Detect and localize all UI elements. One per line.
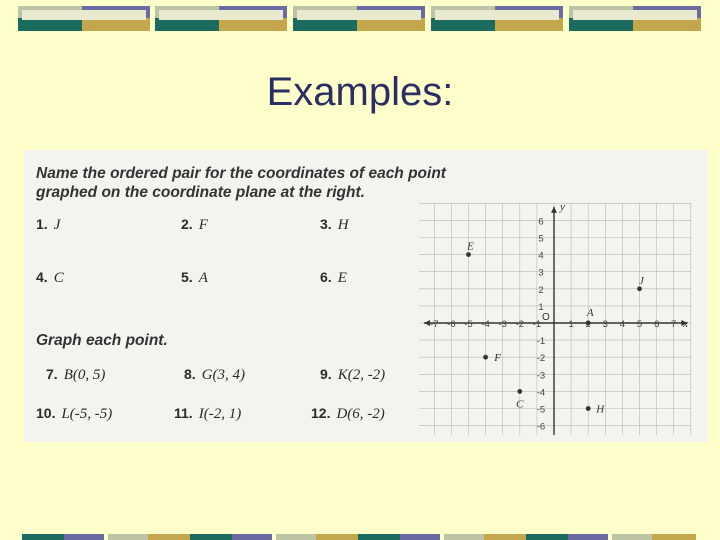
x-tick-label: 7: [671, 319, 677, 330]
exercise-text: F: [198, 217, 208, 233]
exercise-number: 5.: [181, 269, 193, 285]
footer-bar-segment: [64, 534, 104, 540]
footer-bar-segment: [22, 534, 64, 540]
x-tick-label: 3: [602, 319, 608, 330]
footer-bar-segment: [612, 534, 652, 540]
exercise-number: 3.: [320, 216, 332, 232]
footer-bar-segment: [400, 534, 440, 540]
point-f: [483, 355, 488, 360]
point-label-c: C: [516, 398, 524, 411]
x-tick-label: -4: [481, 319, 490, 330]
exercise-number: 4.: [36, 269, 48, 285]
footer-bar-segment: [190, 534, 232, 540]
exercise-10: [36, 405, 112, 423]
x-tick-label: 6: [653, 319, 660, 330]
exercise-text: D(6, -2): [336, 406, 385, 422]
footer-bar-segment: [316, 534, 358, 540]
exercise-6: [320, 269, 347, 287]
exercise-number: 6.: [320, 269, 332, 285]
x-tick-label: -5: [464, 319, 473, 330]
y-tick-label: 1: [538, 301, 544, 313]
exercise-number: 12.: [311, 405, 331, 421]
exercise-text: H: [337, 217, 349, 233]
footer-bar-segment: [358, 534, 400, 540]
y-axis-label: y: [560, 201, 565, 214]
y-axis-arrow-up: [551, 207, 557, 213]
point-label-f: F: [494, 352, 501, 365]
x-tick-label: 5: [636, 319, 643, 330]
header-bar-segment: [297, 10, 421, 20]
x-axis-label: x: [683, 318, 688, 330]
y-tick-label: -3: [536, 370, 546, 382]
exercise-12: [311, 405, 385, 423]
footer-bar-segment: [232, 534, 272, 540]
instruction-graph-points: Graph each point.: [36, 332, 168, 349]
y-tick-label: 2: [538, 284, 544, 296]
point-h: [586, 406, 591, 411]
exercise-4: [36, 269, 64, 287]
exercise-text: G(3, 4): [201, 367, 246, 383]
footer-bar-segment: [276, 534, 316, 540]
exercise-text: A: [198, 270, 208, 286]
exercise-text: E: [337, 270, 347, 286]
point-label-j: J: [639, 274, 644, 287]
slide-title: Examples:: [266, 70, 454, 114]
exercise-text: K(2, -2): [337, 367, 386, 383]
footer-bar-segment: [526, 534, 568, 540]
exercise-number: 9.: [320, 366, 332, 382]
x-tick-label: -1: [532, 319, 542, 330]
footer-bar-segment: [568, 534, 608, 540]
point-c: [517, 389, 522, 394]
exercise-number: 8.: [184, 366, 196, 382]
point-label-a: A: [586, 307, 594, 319]
y-tick-label: 4: [538, 250, 544, 262]
exercise-1: [36, 216, 60, 234]
header-bar-segment: [435, 10, 559, 20]
footer-bar-segment: [444, 534, 484, 540]
footer-bar-segment: [484, 534, 526, 540]
exercise-text: I(-2, 1): [198, 406, 242, 422]
y-tick-label: -1: [536, 336, 546, 348]
header-bar-segment: [159, 10, 283, 20]
point-label-h: H: [596, 403, 605, 416]
header-bar-segment: [22, 10, 146, 20]
exercise-number: 7.: [46, 366, 58, 382]
exercise-8: [184, 366, 245, 384]
point-j: [637, 286, 642, 291]
exercise-2: [181, 216, 208, 234]
exercise-text: C: [53, 270, 64, 286]
footer-decoration: [0, 526, 720, 540]
instruction-name-points: Name the ordered pair for the coordinates of each point graphed on the coordinate plane at the right.: [36, 165, 446, 201]
x-tick-label: -6: [447, 319, 456, 330]
y-tick-label: -4: [536, 387, 546, 399]
point-e: [466, 252, 471, 257]
origin-label: O: [542, 312, 550, 323]
exercise-text: J: [53, 217, 61, 233]
header-bar-segment: [573, 10, 697, 20]
y-tick-label: -6: [536, 421, 546, 433]
footer-bar-segment: [652, 534, 696, 540]
exercise-5: [181, 269, 208, 287]
exercise-text: L(-5, -5): [61, 406, 113, 422]
point-a: [586, 321, 591, 326]
header-decoration: [0, 0, 720, 40]
exercise-number: 10.: [36, 405, 56, 421]
exercise-7: [46, 366, 105, 384]
y-tick-label: 6: [538, 216, 544, 228]
y-tick-label: -2: [536, 353, 546, 365]
exercise-number: 11.: [174, 405, 193, 421]
footer-bar-segment: [148, 534, 190, 540]
exercise-3: [320, 216, 349, 234]
exercise-9: [320, 366, 385, 384]
point-label-e: E: [467, 240, 474, 253]
coordinate-plane: [419, 195, 704, 435]
x-tick-label: -3: [498, 319, 507, 330]
x-tick-label: 4: [619, 319, 626, 330]
x-tick-label: 1: [568, 319, 574, 330]
footer-bar-segment: [108, 534, 148, 540]
exercise-text: B(0, 5): [63, 367, 106, 383]
exercise-11: [174, 405, 241, 423]
y-tick-label: 3: [538, 267, 544, 279]
exercise-number: 2.: [181, 216, 193, 232]
y-tick-label: 5: [538, 233, 544, 245]
exercise-number: 1.: [36, 216, 48, 232]
y-tick-label: -5: [536, 404, 546, 416]
x-tick-label: -7: [430, 319, 439, 330]
worksheet-image: [24, 150, 708, 442]
x-tick-label: -2: [515, 319, 525, 330]
